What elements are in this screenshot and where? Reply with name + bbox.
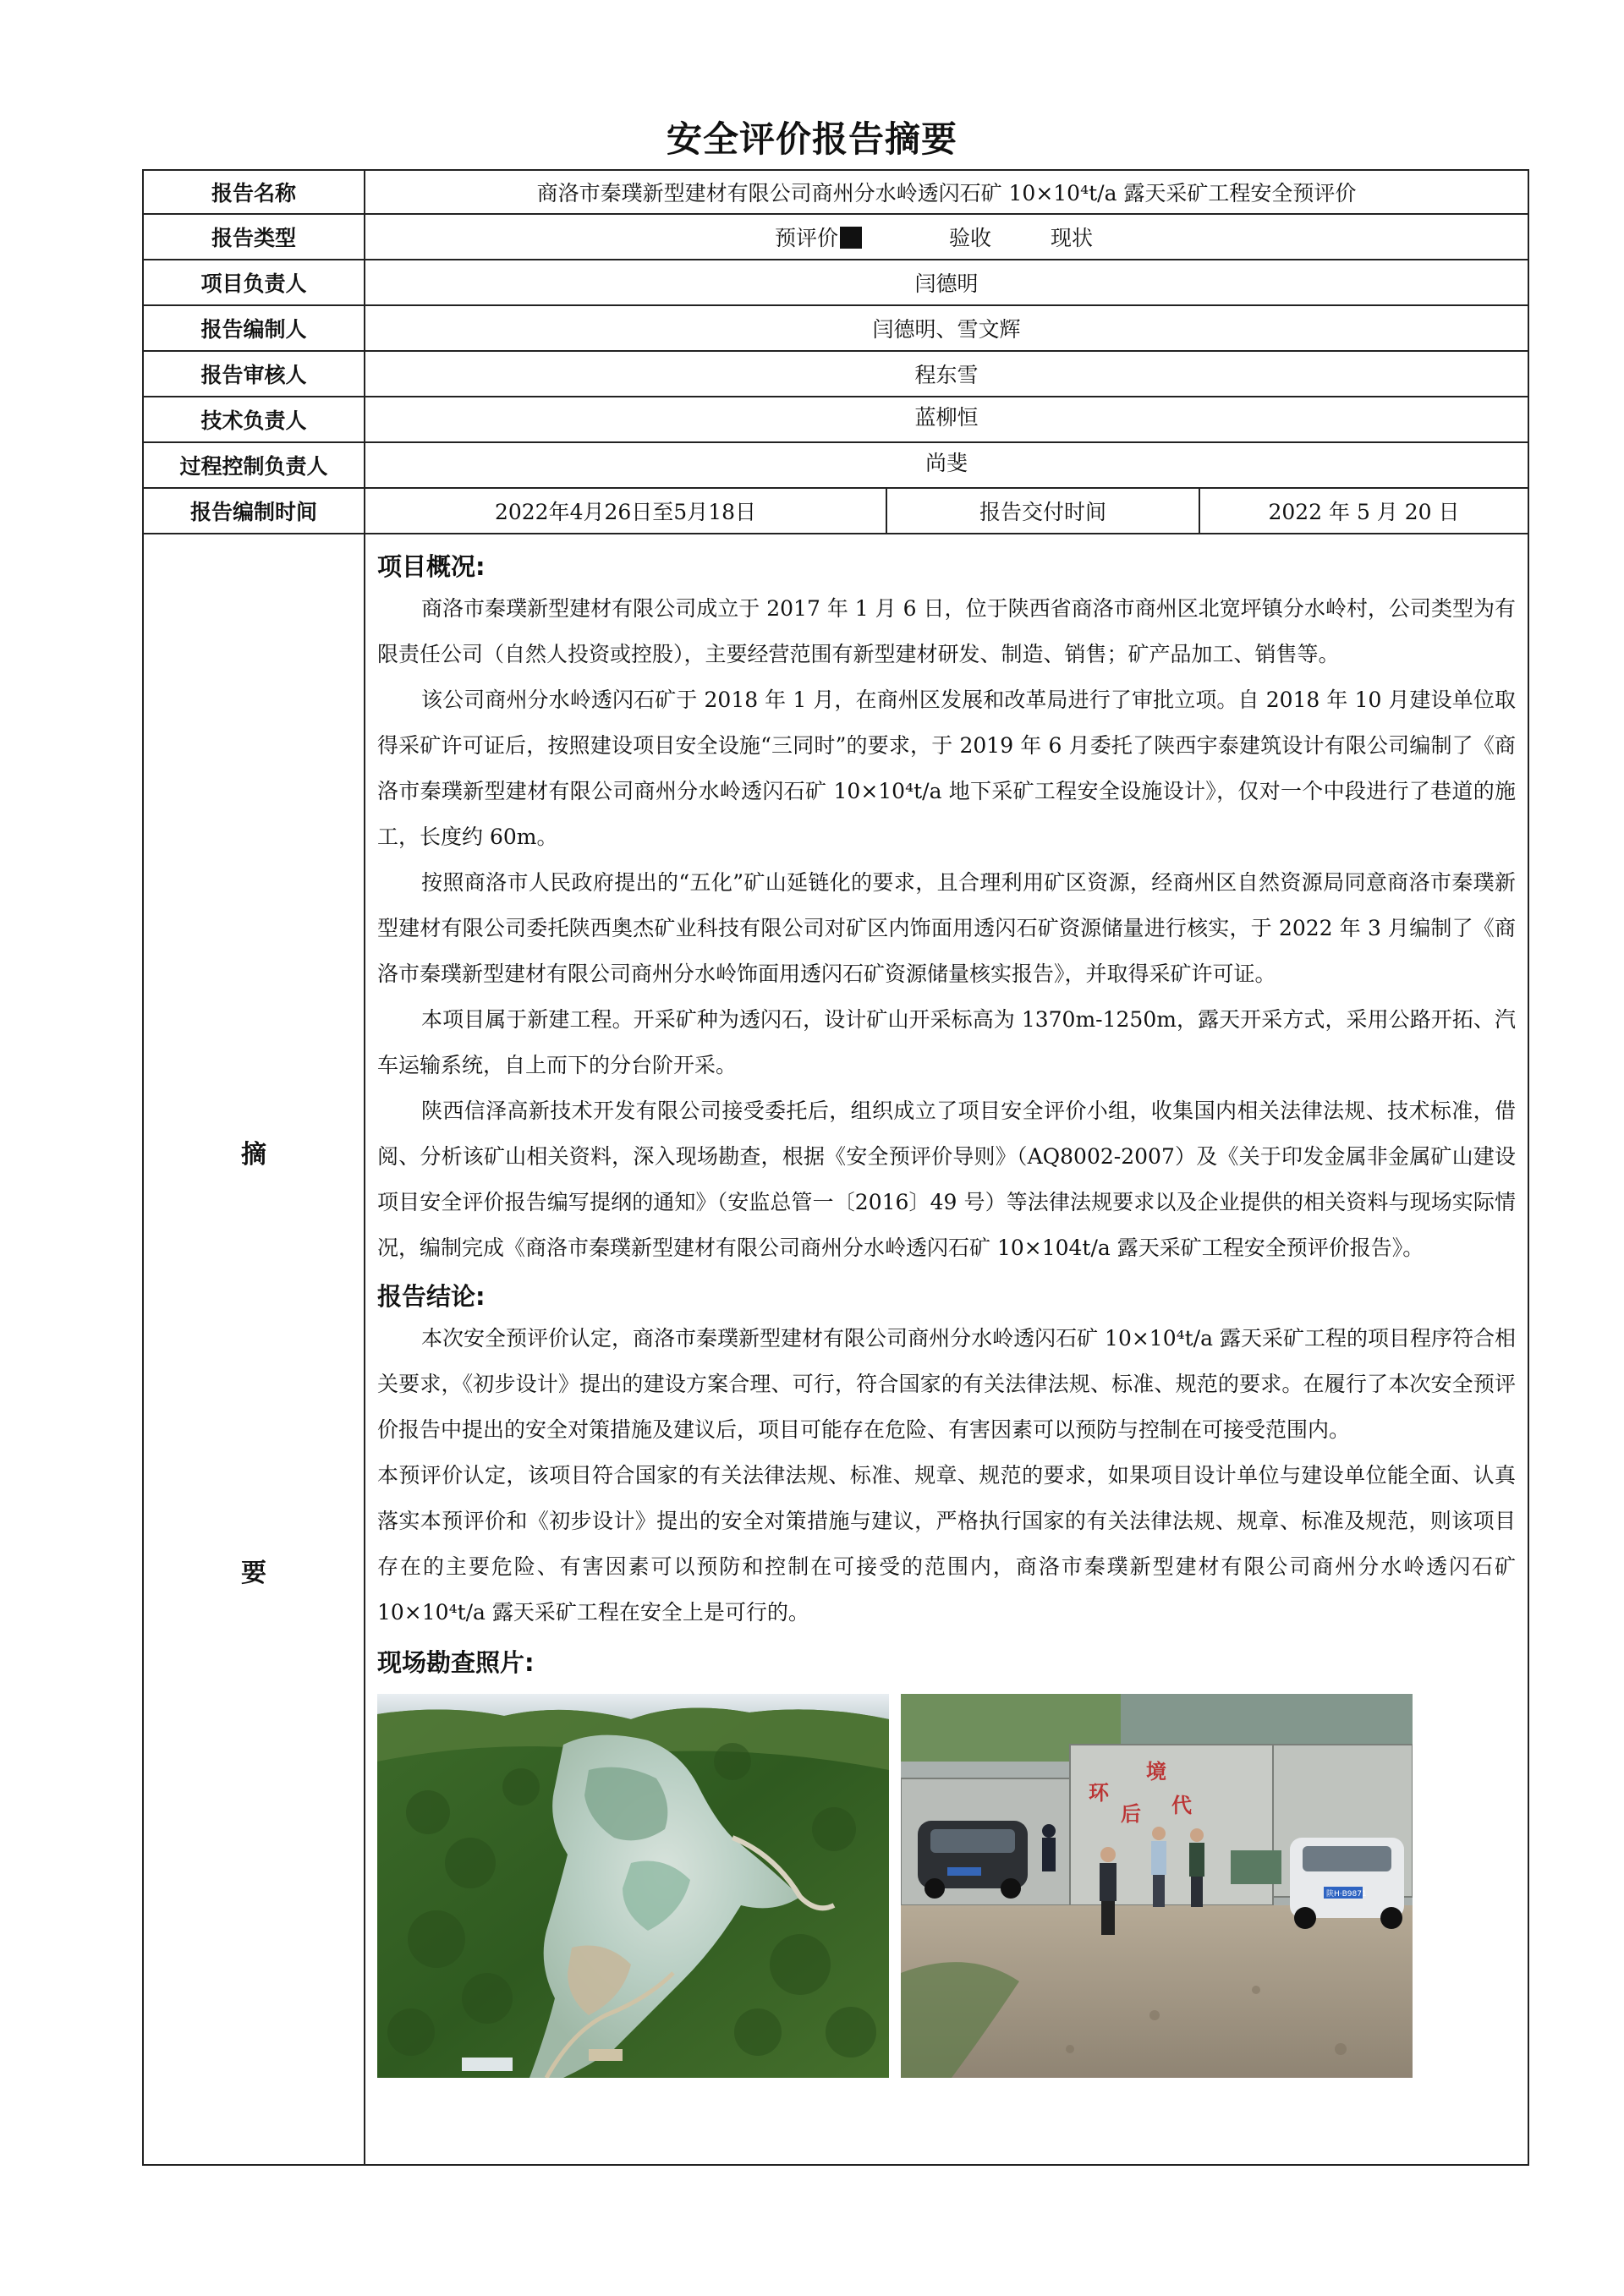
overview-paragraph: 陕西信泽高新技术开发有限公司接受委托后，组织成立了项目安全评价小组，收集国内相关法律法规、技术标准，借阅、分析该矿山相关资料，深入现场勘查，根据《安全预评价导则》（AQ8002-2007）及《关于印发金属非金属矿山建设项目安全评价报告编写提纲的通知》（安监总管一〔2016〕49 号）等法律法规要求以及企业提供的相关资料与现场实际情况，编制完成《商洛市秦璞新型建材有限公司商州分水岭透闪石矿 10×104t/a 露天采矿工程安全预评价报告》。: [377, 1099, 1516, 1260]
type-option-pre-evaluation: 预评价: [775, 226, 839, 250]
project-leader-value: 闫德明: [365, 260, 1528, 305]
report-type-label: 报告类型: [143, 214, 365, 260]
conclusion-heading: 报告结论:: [377, 1282, 486, 1311]
delivery-time-label: 报告交付时间: [886, 488, 1199, 534]
compile-time-label: 报告编制时间: [143, 488, 365, 534]
aerial-mine-photo: [377, 1694, 889, 2078]
compiler-value: 闫德明、雪文辉: [365, 305, 1528, 351]
license-plate: 陕H·B9871: [1326, 1890, 1367, 1899]
process-control-value: 尚斐: [365, 442, 1528, 488]
overview-paragraph: 本项目属于新建工程。开采矿种为透闪石，设计矿山开采标高为 1370m-1250m，露天开采方式，采用公路开拓、汽车运输系统，自上而下的分台阶开采。: [377, 1007, 1516, 1077]
row-project-leader: [143, 260, 1528, 305]
row-tech-lead: [143, 397, 1528, 442]
report-name-label: 报告名称: [143, 170, 365, 214]
sign-char: 后: [1121, 1802, 1141, 1826]
row-summary-body: [143, 534, 1528, 2165]
sign-char: 环: [1089, 1781, 1109, 1805]
checked-box-icon: [840, 227, 862, 249]
type-option-status: 现状: [1050, 226, 1093, 250]
site-photos: [377, 1694, 1516, 2078]
photos-heading: 现场勘查照片:: [377, 1648, 535, 1677]
compile-time-value: 2022年4月26日至5月18日: [365, 488, 886, 534]
row-report-type: [143, 214, 1528, 260]
sign-char: 代: [1171, 1794, 1192, 1817]
row-reviewer: [143, 351, 1528, 397]
reviewer-label: 报告审核人: [143, 351, 365, 397]
summary-content-cell: [365, 534, 1528, 2165]
row-compiler: [143, 305, 1528, 351]
type-option-acceptance: 验收: [948, 226, 991, 250]
delivery-time-value: 2022 年 5 月 20 日: [1199, 488, 1528, 534]
report-summary-table: [142, 169, 1529, 2166]
compiler-label: 报告编制人: [143, 305, 365, 351]
process-control-label: 过程控制负责人: [143, 442, 365, 488]
conclusion-paragraph: 本次安全预评价认定，商洛市秦璞新型建材有限公司商州分水岭透闪石矿 10×10⁴t/a 露天采矿工程的项目程序符合相关要求，《初步设计》提出的建设方案合理、可行，符合国家的有关法律法规、标准、规范的要求。在履行了本次安全预评价报告中提出的安全对策措施及建议后，项目可能存在危险、有害因素可以预防与控制在可接受范围内。: [377, 1326, 1516, 1442]
project-leader-label: 项目负责人: [143, 260, 365, 305]
side-char-zhai: 摘: [241, 1140, 266, 1170]
report-type-value: [365, 214, 1528, 260]
overview-paragraph: 该公司商州分水岭透闪石矿于 2018 年 1 月，在商州区发展和改革局进行了审批立项。自 2018 年 10 月建设单位取得采矿许可证后，按照建设项目安全设施“三同时”的要求，于 2019 年 6 月委托了陕西宇泰建筑设计有限公司编制了《商洛市秦璞新型建材有限公司商州分水岭透闪石矿 10×10⁴t/a 地下采矿工程安全设施设计》，仅对一个中段进行了巷道的施工，长度约 60m。: [377, 688, 1516, 849]
row-report-name: [143, 170, 1528, 214]
overview-heading: 项目概况:: [377, 552, 486, 581]
conclusion-paragraph: 本预评价认定，该项目符合国家的有关法律法规、标准、规章、规范的要求，如果项目设计单位与建设单位能全面、认真落实本预评价和《初步设计》提出的安全对策措施与建议，严格执行国家的有关法律法规、规章、标准及规范，则该项目存在的主要危险、有害因素可以预防和控制在可接受的范围内，商洛市秦璞新型建材有限公司商州分水岭透闪石矿 10×10⁴t/a 露天采矿工程在安全上是可行的。: [377, 1463, 1516, 1625]
summary-side-label: [143, 534, 365, 2165]
side-char-yao: 要: [241, 1559, 266, 1588]
white-car: [1290, 1838, 1404, 1929]
tech-lead-value: 蓝柳恒: [365, 397, 1528, 442]
row-time: [143, 488, 1528, 534]
row-process-control: [143, 442, 1528, 488]
overview-paragraph: 按照商洛市人民政府提出的“五化”矿山延链化的要求，且合理利用矿区资源，经商州区自然资源局同意商洛市秦璞新型建材有限公司委托陕西奥杰矿业科技有限公司对矿区内饰面用透闪石矿资源储量进行核实，于 2022 年 3 月编制了《商洛市秦璞新型建材有限公司商州分水岭饰面用透闪石矿资源储量核实报告》，并取得采矿许可证。: [377, 870, 1516, 986]
dark-car: [918, 1821, 1028, 1899]
report-name-value: 商洛市秦璞新型建材有限公司商州分水岭透闪石矿 10×10⁴t/a 露天采矿工程安全预评价: [365, 170, 1528, 214]
sign-char: 境: [1146, 1760, 1166, 1784]
tech-lead-label: 技术负责人: [143, 397, 365, 442]
reviewer-value: 程东雪: [365, 351, 1528, 397]
overview-paragraph: 商洛市秦璞新型建材有限公司成立于 2017 年 1 月 6 日，位于陕西省商洛市商州区北宽坪镇分水岭村，公司类型为有限责任公司（自然人投资或控股），主要经营范围有新型建材研发、制造、销售；矿产品加工、销售等。: [377, 596, 1516, 666]
site-personnel-photo: [901, 1694, 1413, 2078]
page-title: 安全评价报告摘要: [666, 118, 957, 160]
